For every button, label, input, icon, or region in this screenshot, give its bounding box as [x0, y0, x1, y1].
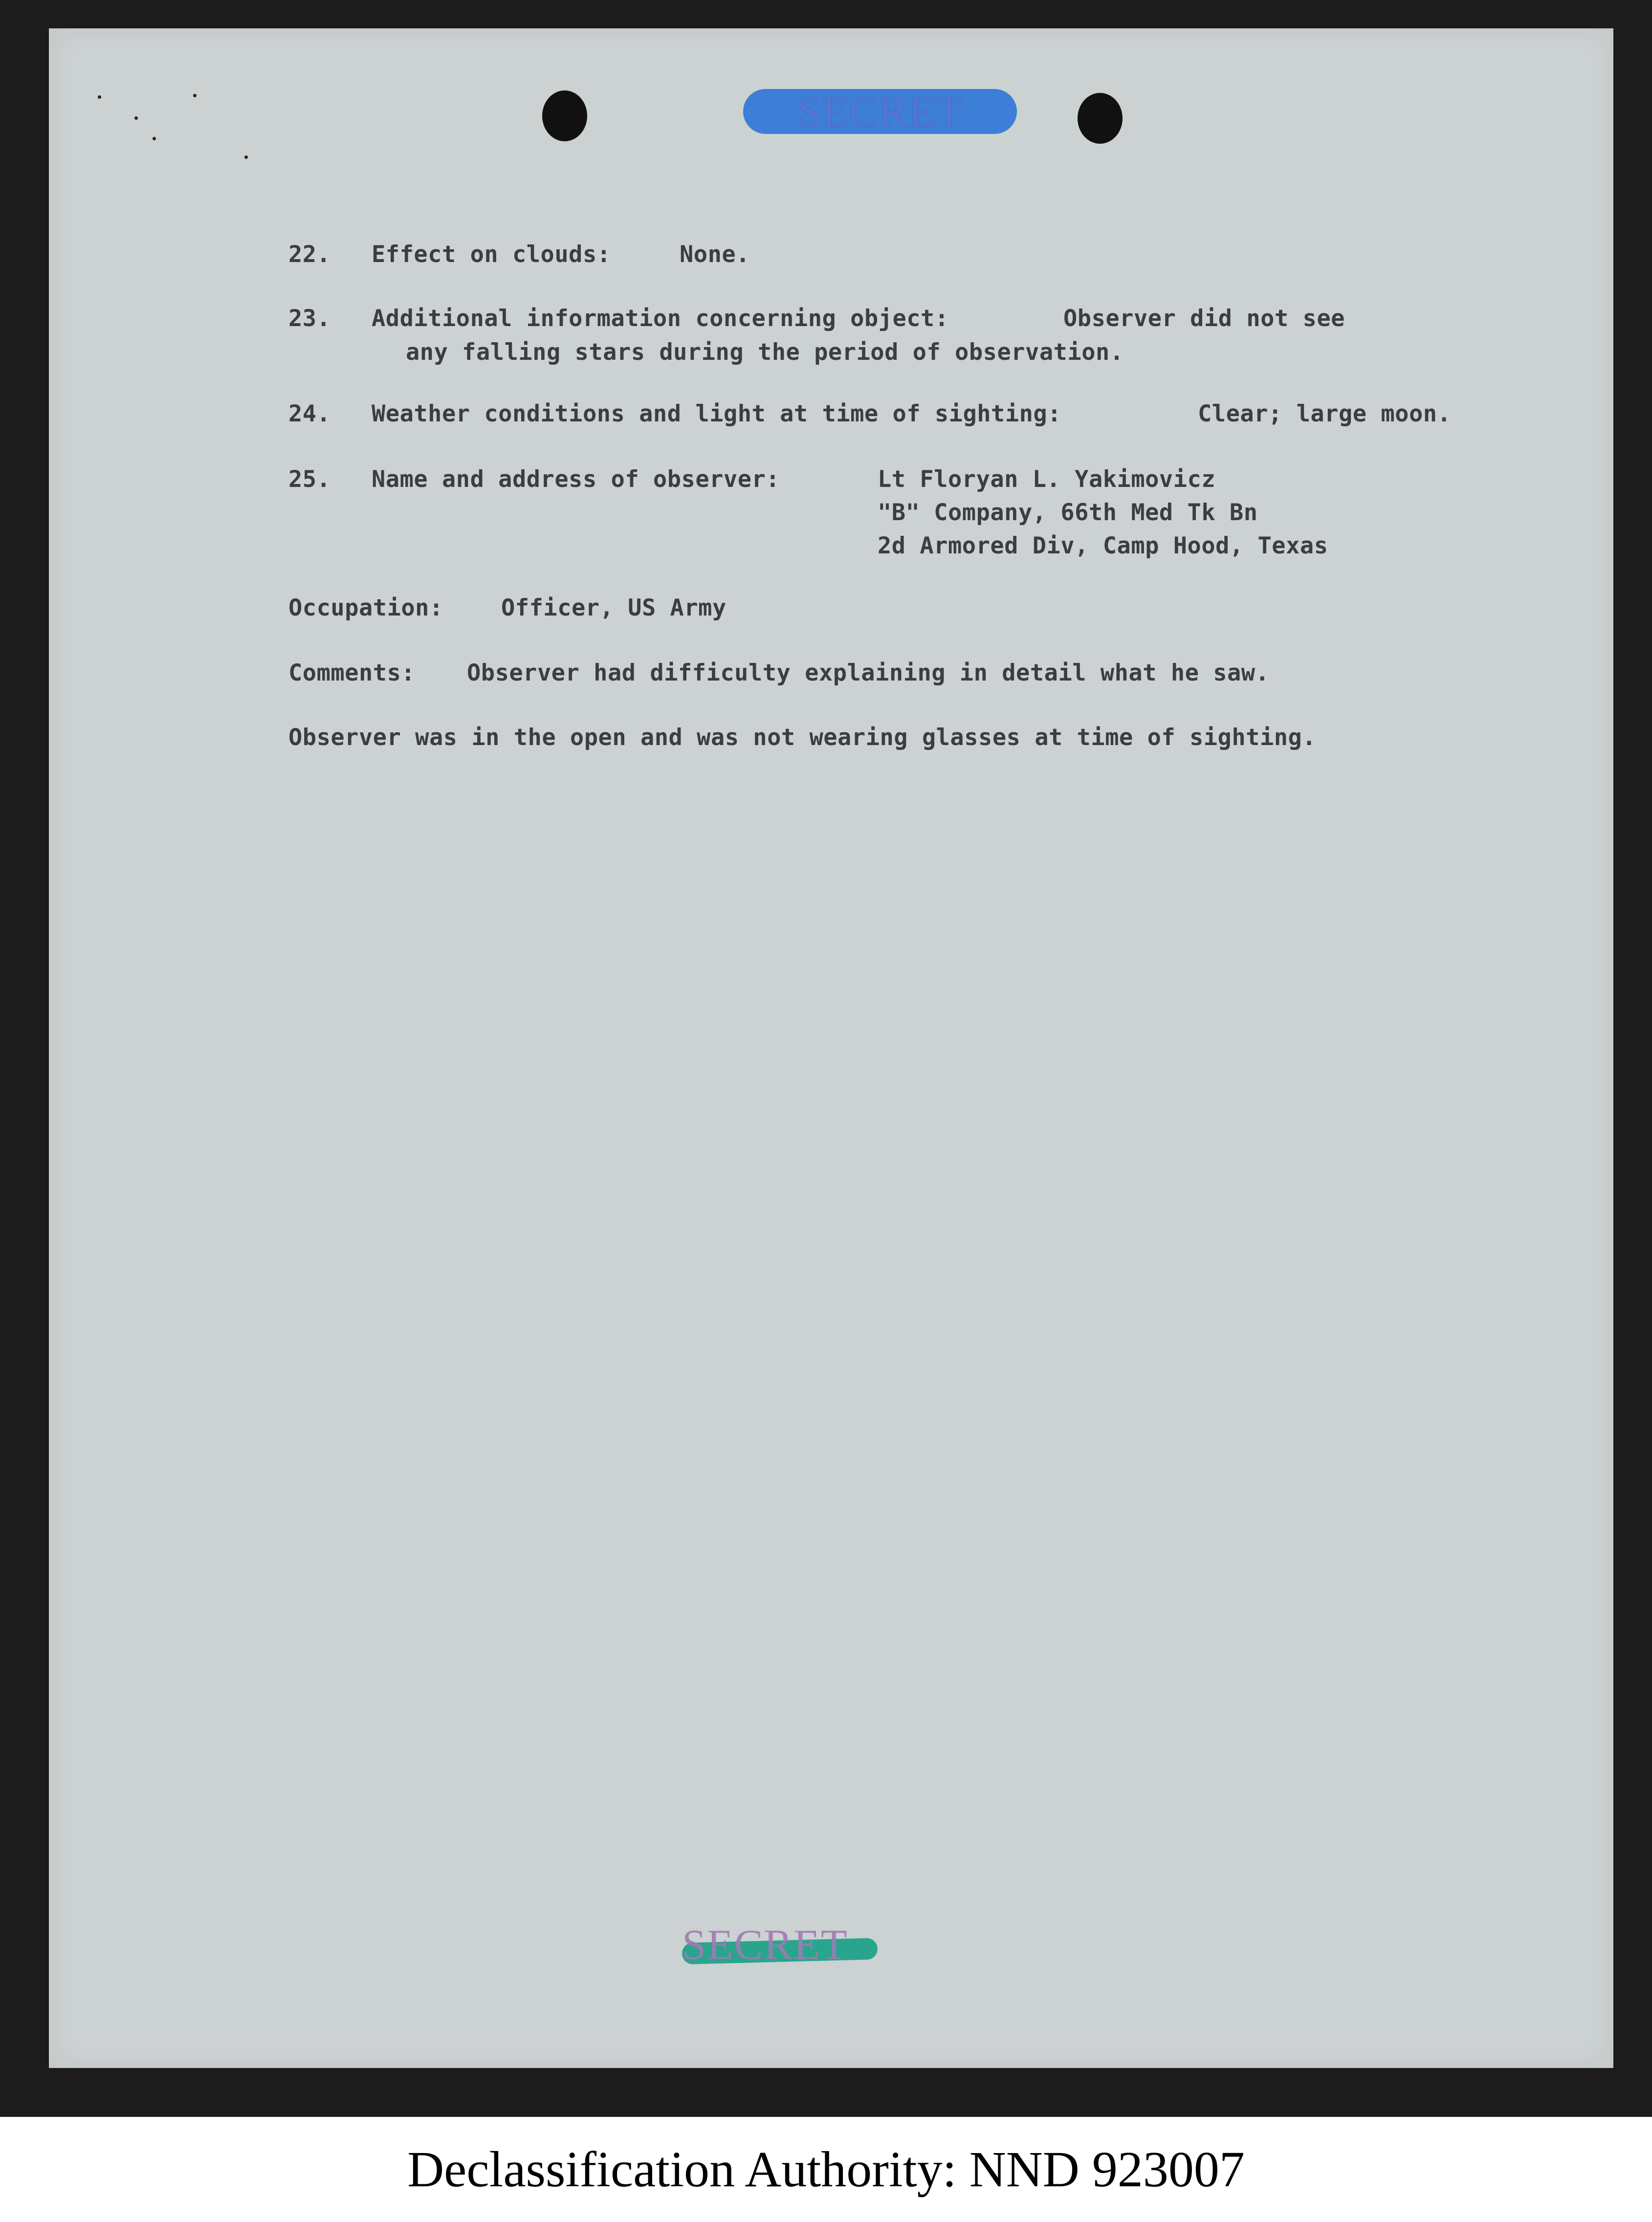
stamp-text-top: SECRET	[797, 88, 963, 136]
speck	[244, 155, 248, 159]
item-24-label: Weather conditions and light at time of sighting:	[372, 400, 1062, 427]
stamp-text-bottom: SECRET	[682, 1921, 848, 1969]
observer-address-line-3: 2d Armored Div, Camp Hood, Texas	[878, 532, 1328, 559]
item-24-value: Clear; large moon.	[1198, 400, 1452, 427]
item-22-value: None.	[680, 241, 750, 268]
speck	[193, 94, 197, 97]
observer-address-line-2: "B" Company, 66th Med Tk Bn	[878, 499, 1258, 526]
comments-label: Comments:	[288, 660, 416, 686]
declassification-footer: Declassification Authority: NND 923007	[407, 2141, 1245, 2198]
speck	[134, 116, 138, 120]
comments-value: Observer had difficulty explaining in detail what he saw.	[467, 660, 1270, 686]
observer-note: Observer was in the open and was not wearing glasses at time of sighting.	[288, 724, 1317, 751]
item-23-value: Observer did not see	[1063, 305, 1345, 332]
classification-stamp-top	[743, 89, 1017, 134]
item-23-label: Additional information concerning object:	[372, 305, 949, 332]
item-25-number: 25.	[288, 466, 331, 493]
document-page	[49, 28, 1613, 2068]
speck	[153, 137, 156, 140]
classification-stamp-bottom	[682, 1921, 887, 1969]
speck	[98, 95, 101, 99]
punch-hole-right	[1078, 93, 1123, 144]
item-22-label: Effect on clouds:	[372, 241, 611, 268]
item-24-number: 24.	[288, 400, 331, 427]
item-23-number: 23.	[288, 305, 331, 332]
item-25-label: Name and address of observer:	[372, 466, 780, 493]
item-23-continuation: any falling stars during the period of observation.	[406, 339, 1124, 366]
occupation-value: Officer, US Army	[501, 594, 727, 621]
occupation-label: Occupation:	[288, 594, 443, 621]
punch-hole-left	[542, 90, 587, 141]
item-22-number: 22.	[288, 241, 331, 268]
observer-address-line-1: Lt Floryan L. Yakimovicz	[878, 466, 1216, 493]
